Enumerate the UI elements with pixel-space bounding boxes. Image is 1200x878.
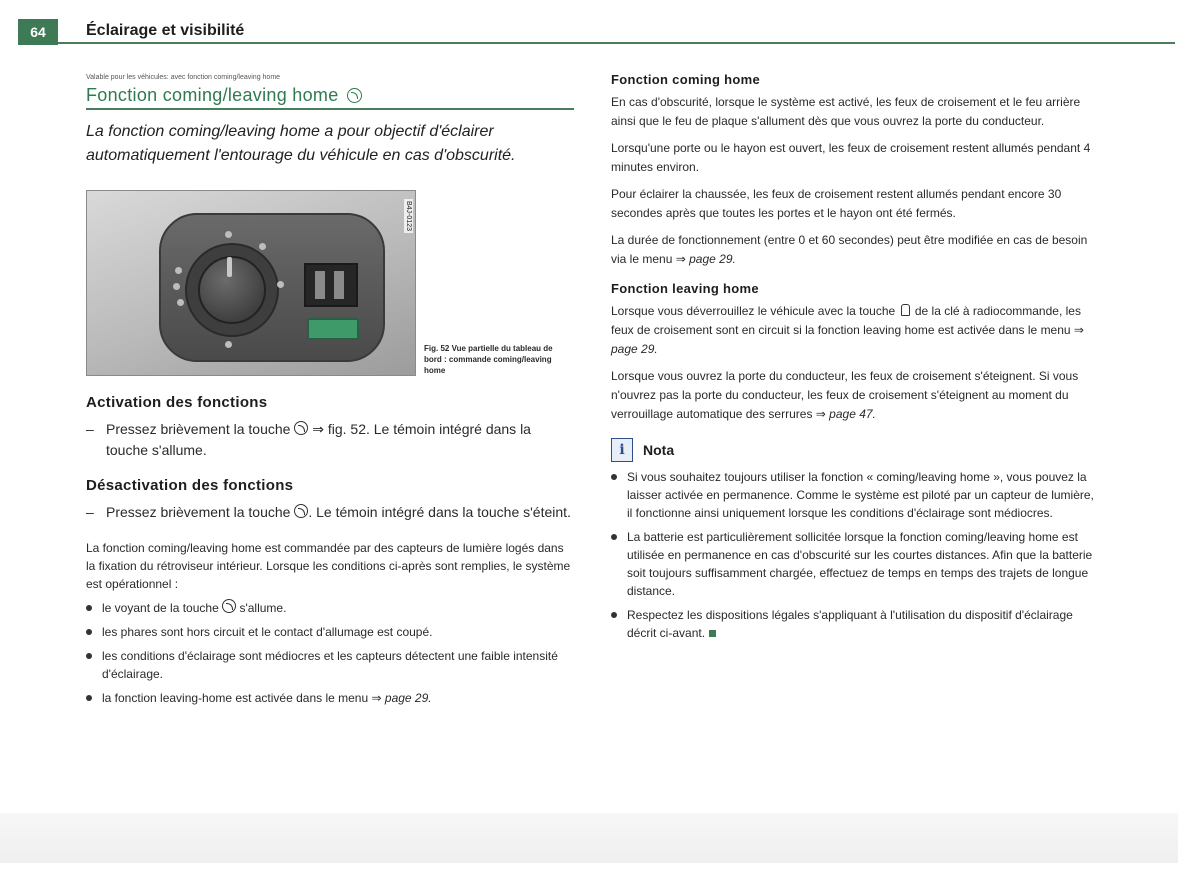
paragraph: La durée de fonctionnement (entre 0 et 60 secondes) peut être modifiée en cas de besoin via le menu ⇒ page 29. [611,233,1088,266]
nota-box [611,438,1096,642]
nota-list [611,468,1096,642]
paragraph: Lorsque vous ouvrez la porte du conducteur, les feux de croisement s'éteignent. Si vous n'ouvrez pas la porte du conducteur, les feux de croisement s'éteignent au moment du verrouillage automatique des serrures ⇒ page 47. [611,369,1079,421]
coming-home-icon [294,504,308,518]
conditions-list [86,599,574,707]
list-item: les conditions d'éclairage sont médiocres et les capteurs détectent une faible intensité d'éclairage. [86,647,574,683]
deactivation-step: – Pressez brièvement la touche . Le témoin intégré dans la touche s'éteint. [86,502,574,523]
paragraph: En cas d'obscurité, lorsque le système est activé, les feux de croisement et le feu arrière ainsi que le feu de plaque s'allument dès que vous ouvrez la porte du conducteur. [611,95,1081,128]
validity-note: Valable pour les véhicules: avec fonction coming/leaving home [86,74,281,81]
paragraph: Lorsque vous déverrouillez le véhicule avec la touche de la clé à radiocommande, les feux de croisement sont en circuit si la fonction leaving home est activée dans le menu ⇒ page 29. [611,304,1084,356]
footer-band [0,813,1178,863]
list-item: Respectez les dispositions légales s'appliquant à l'utilisation du dispositif d'éclairage décrit ci-avant. [611,606,1096,642]
list-item: le voyant de la touche s'allume. [86,599,574,617]
deactivation-step-text: Pressez brièvement la touche . Le témoin intégré dans la touche s'éteint. [106,504,571,520]
list-item: Si vous souhaitez toujours utiliser la fonction « coming/leaving home », vous pouvez la laisser activée en permanence. Comme le système est piloté par un capteur de lumière, il fonctionne ainsi uniquement lorsque les conditions d'éclairage sont médiocres. [611,468,1096,522]
header-rule [58,42,1175,44]
info-icon: i [611,438,633,462]
figure-caption: Fig. 52 Vue partielle du tableau de bord : commande coming/leaving home [424,344,553,375]
nota-header [611,438,1096,462]
paragraph: Pour éclairer la chaussée, les feux de croisement restent allumés pendant encore 30 secondes après que toutes les portes et le hayon ont été fermés. [611,187,1062,220]
light-symbol-icon [259,243,266,250]
coming-home-heading: Fonction coming home [611,72,760,87]
activation-step-text: Pressez brièvement la touche ⇒ fig. 52. Le témoin intégré dans la touche s'allume. [106,421,531,458]
unlock-key-icon [901,304,910,316]
end-mark [709,630,716,637]
figure-block [86,190,574,376]
light-symbol-icon [225,231,232,238]
page-number: 64 [18,19,58,45]
page-reference: page 47. [829,407,876,421]
conditions-paragraph: La fonction coming/leaving home est commandée par des capteurs de lumière logés dans la fixation du rétroviseur intérieur. Lorsque les conditions ci-après sont remplies, le système est opérationnel : [86,541,571,591]
thumbwheel-slot [334,271,344,299]
activation-heading: Activation des fonctions [86,394,268,411]
nota-title: Nota [643,442,675,458]
activation-step: – Pressez brièvement la touche ⇒ fig. 52. Le témoin intégré dans la touche s'allume. [86,419,574,461]
chapter-title: Éclairage et visibilité [86,22,245,39]
figure-code: B4J-0123 [405,201,412,231]
intro-text: La fonction coming/leaving home a pour objectif d'éclairer automatiquement l'entourage du véhicule en cas d'obscurité. [86,123,516,164]
coming-home-icon [222,599,236,613]
light-knob [198,256,266,324]
light-symbol-icon [225,341,232,348]
knob-pointer [227,257,232,277]
leaving-home-heading: Fonction leaving home [611,281,759,296]
list-item: la fonction leaving-home est activée dans le menu ⇒ page 29. [86,689,574,707]
coming-home-icon [294,421,308,435]
page-reference: page 29. [384,691,432,705]
thumbwheel-slot [315,271,325,299]
light-symbol-icon [175,267,182,274]
coming-home-button [307,318,359,340]
light-symbol-icon [177,299,184,306]
light-symbol-icon [277,281,284,288]
page-reference: page 29. [689,252,736,266]
dashboard-photo [86,190,416,376]
section-title [86,85,574,110]
list-item: La batterie est particulièrement sollicitée lorsque la fonction coming/leaving home est utilisée en permanence en cas d'obscurité sur les courtes distances. Afin que la batterie soit toujours suffisamment chargée, effectuez de temps en temps des trajets de longue distance. [611,528,1096,600]
left-column [86,72,574,713]
coming-home-icon [347,88,362,103]
deactivation-heading: Désactivation des fonctions [86,477,294,494]
page-reference: page 29. [611,342,658,356]
page-header [0,19,1175,45]
light-switch-panel [159,213,385,362]
headlight-range-wheel [304,263,358,307]
right-column [611,72,1096,648]
list-item: les phares sont hors circuit et le contact d'allumage est coupé. [86,623,574,641]
section-title-text: Fonction coming/leaving home [86,85,339,105]
light-symbol-icon [173,283,180,290]
paragraph: Lorsqu'une porte ou le hayon est ouvert, les feux de croisement restent allumés pendant 4 minutes environ. [611,141,1091,174]
